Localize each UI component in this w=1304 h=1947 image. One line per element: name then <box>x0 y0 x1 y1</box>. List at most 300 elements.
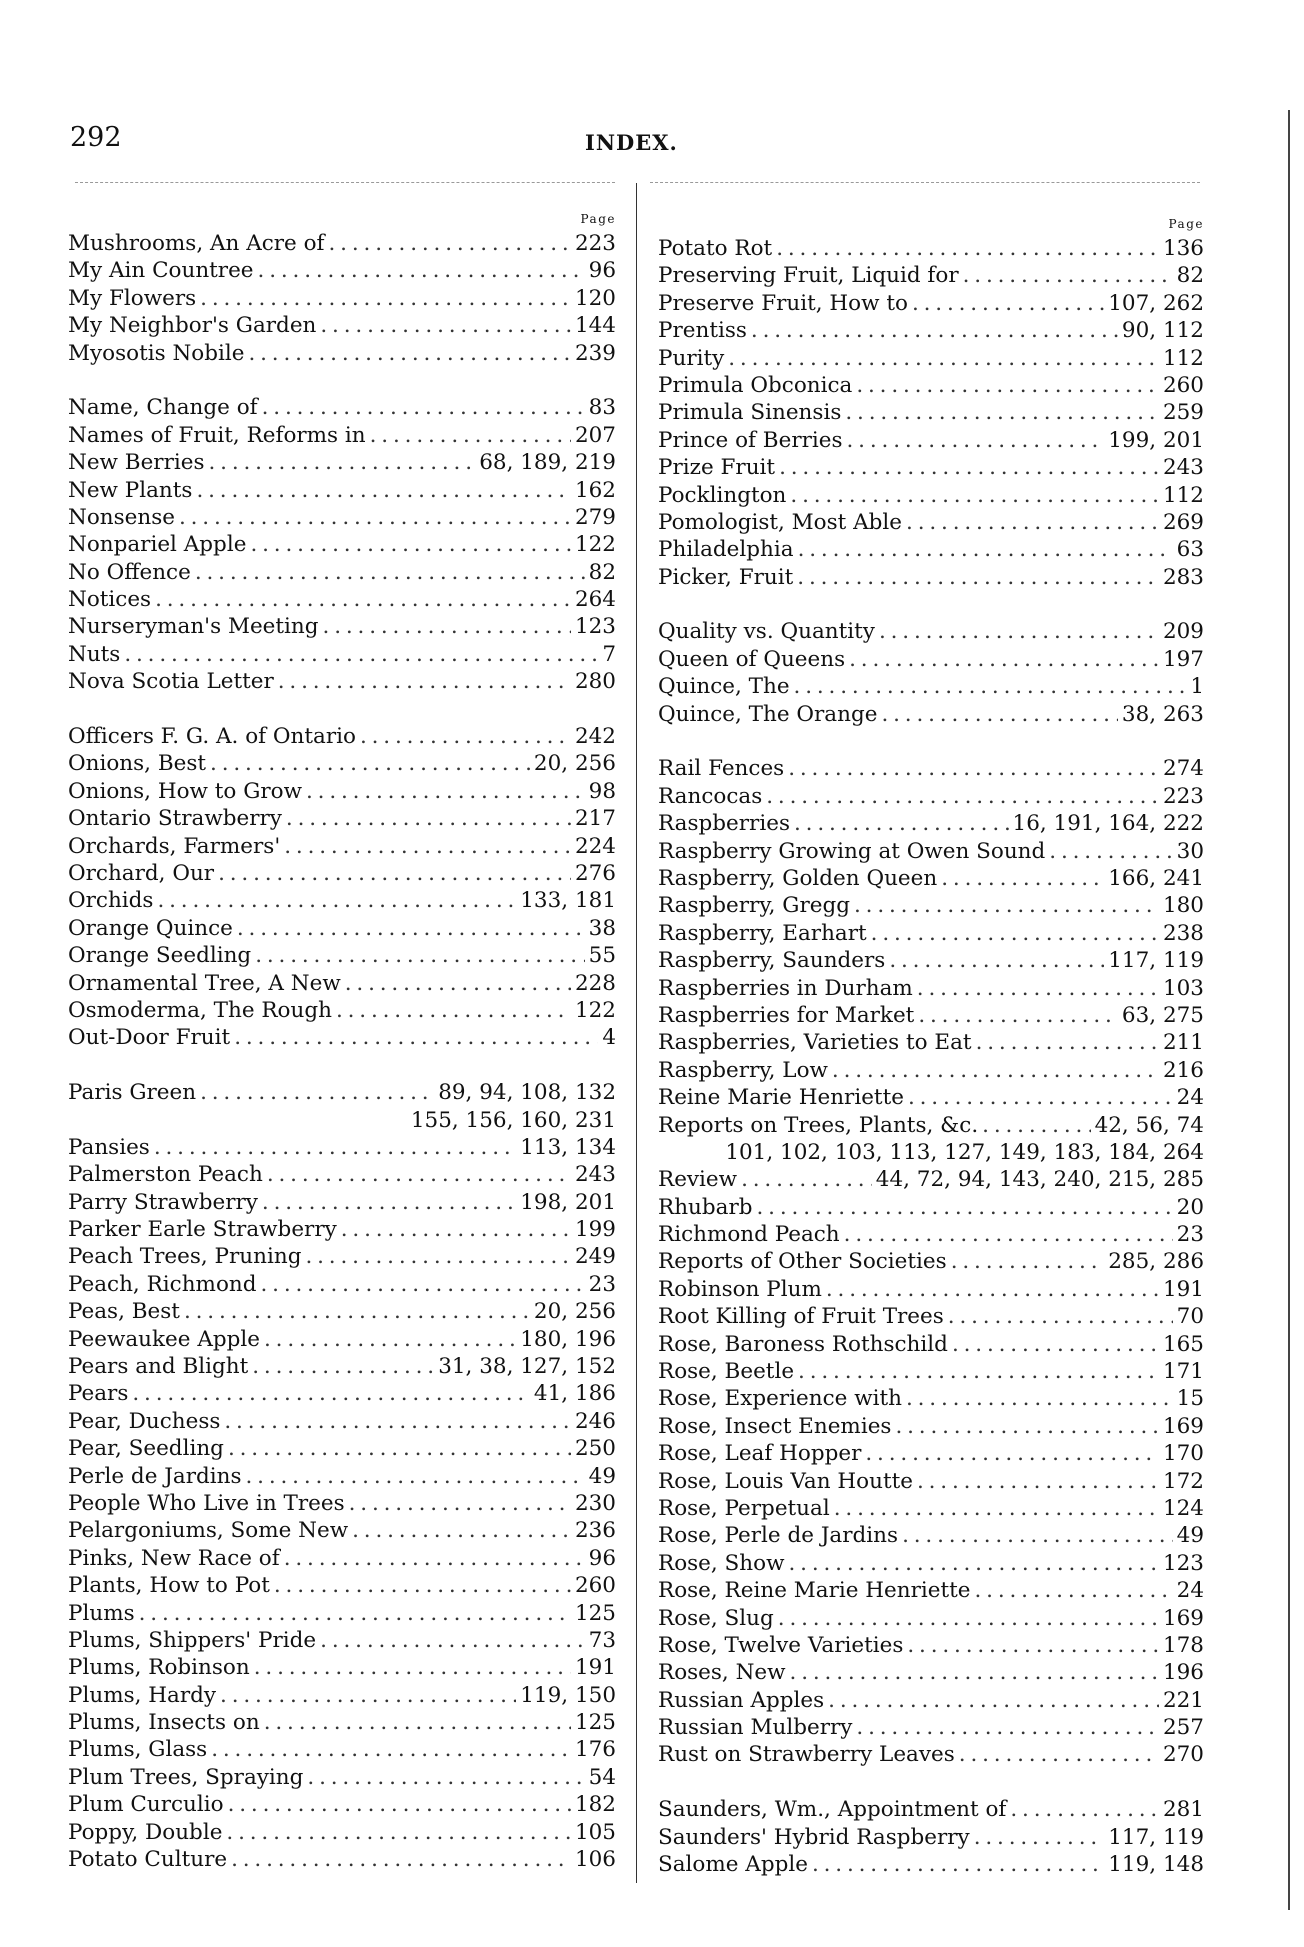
entry-pages: 70 <box>1176 1304 1204 1330</box>
index-entry <box>658 536 1204 563</box>
index-entry <box>68 1380 616 1407</box>
entry-pages: 243 <box>574 1162 616 1188</box>
index-entry <box>658 1714 1204 1741</box>
entry-pages: 264 <box>574 587 616 613</box>
leader-dots <box>228 1435 571 1462</box>
entry-pages: 122 <box>574 997 616 1023</box>
leader-dots <box>262 1189 516 1216</box>
leader-dots <box>261 1271 585 1298</box>
index-entry <box>658 646 1204 673</box>
entry-title: Plums <box>68 1600 135 1626</box>
entry-title: Review <box>658 1167 738 1193</box>
index-entry <box>68 1572 616 1599</box>
leader-dots <box>912 290 1104 317</box>
entry-title: New Plants <box>68 477 193 503</box>
entry-title: Parry Strawberry <box>68 1189 258 1215</box>
index-entry <box>68 942 616 969</box>
leader-dots <box>798 1358 1159 1385</box>
group-spacer <box>68 696 616 723</box>
column-divider <box>636 183 637 1883</box>
entry-pages: 31, 38, 127, 152 <box>438 1354 616 1380</box>
entry-title: My Flowers <box>68 285 197 311</box>
entry-pages: 136 <box>1162 236 1204 261</box>
entry-title: Raspberry, Saunders <box>658 948 886 974</box>
leader-dots <box>797 564 1159 591</box>
index-entry <box>658 345 1204 372</box>
page-column-header: Page <box>1168 217 1204 231</box>
index-entry <box>68 915 616 942</box>
leader-dots <box>834 1495 1159 1522</box>
index-entry <box>68 1189 616 1216</box>
index-entry <box>658 1002 1204 1029</box>
entry-pages: 63, 275 <box>1121 1002 1204 1028</box>
entry-title: Palmerston Peach <box>68 1162 263 1188</box>
index-entry <box>658 1413 1204 1440</box>
entry-title: My Ain Countree <box>68 258 254 284</box>
entry-pages: 276 <box>574 860 616 886</box>
entry-pages: 83 <box>588 395 616 421</box>
entry-title: Raspberries for Market <box>658 1002 915 1028</box>
entry-pages: 24 <box>1176 1578 1204 1604</box>
entry-pages: 112 <box>1162 345 1204 371</box>
leader-dots <box>741 1166 872 1193</box>
index-entry <box>658 810 1204 837</box>
entry-title: Quality vs. Quantity <box>658 619 875 645</box>
leader-dots <box>345 970 571 997</box>
entry-pages: 90, 112 <box>1121 318 1204 344</box>
entry-pages: 243 <box>1162 455 1204 481</box>
entry-pages: 96 <box>588 258 616 284</box>
page-column-header: Page <box>580 212 616 226</box>
leader-dots <box>284 833 571 860</box>
entry-pages: 280 <box>574 669 616 695</box>
leader-dots <box>906 509 1159 536</box>
entry-title: Primula Obconica <box>658 372 853 398</box>
leader-dots <box>1010 1796 1159 1823</box>
entry-title: Orange Quince <box>68 915 233 941</box>
entry-title: Rose, Twelve Varieties <box>658 1632 904 1658</box>
entry-title: Orchard, Our <box>68 860 215 886</box>
entry-pages: 117, 119 <box>1108 948 1204 974</box>
index-entry <box>658 1824 1204 1851</box>
entry-title: Rust on Strawberry Leaves <box>658 1742 955 1768</box>
leader-dots <box>209 449 476 476</box>
leader-dots <box>828 1687 1159 1714</box>
group-spacer <box>658 1769 1204 1796</box>
entry-title: Parker Earle Strawberry <box>68 1217 337 1243</box>
entry-pages: 23 <box>1176 1222 1204 1248</box>
entry-title: Plum Curculio <box>68 1792 224 1818</box>
index-entry <box>68 394 616 421</box>
entry-pages: 68, 189, 219 <box>479 450 616 476</box>
index-entry <box>658 290 1204 317</box>
entry-pages: 238 <box>1162 920 1204 946</box>
index-entry <box>658 1194 1204 1221</box>
entry-title: Out-Door Fruit <box>68 1025 231 1051</box>
leader-dots <box>790 1659 1159 1686</box>
entry-pages: 24 <box>1176 1085 1204 1111</box>
entry-title: Onions, Best <box>68 751 207 777</box>
entry-pages: 249 <box>574 1244 616 1270</box>
entry-title: Rose, Leaf Hopper <box>658 1441 862 1467</box>
leader-dots <box>224 1408 571 1435</box>
index-entry <box>658 1385 1204 1412</box>
entry-title: Pear, Duchess <box>68 1408 221 1434</box>
leader-dots <box>751 317 1118 344</box>
entry-pages: 178 <box>1162 1632 1204 1658</box>
entry-pages: 281 <box>1162 1797 1204 1823</box>
leader-dots <box>908 1084 1173 1111</box>
entry-pages: 196 <box>1162 1660 1204 1686</box>
leader-dots <box>155 586 571 613</box>
leader-dots <box>254 1654 571 1681</box>
entry-pages: 182 <box>574 1792 616 1818</box>
leader-dots <box>352 1517 571 1544</box>
entry-title: Reports on Trees, Plants, &c. <box>658 1112 979 1138</box>
entry-title: Pomologist, Most Able <box>658 509 903 535</box>
leader-dots <box>952 1331 1159 1358</box>
leader-dots <box>210 750 530 777</box>
top-rule-left <box>75 182 615 183</box>
index-entry <box>68 1134 616 1161</box>
leader-dots <box>157 887 516 914</box>
leader-dots <box>963 262 1173 289</box>
entry-pages: 23 <box>588 1271 616 1297</box>
entry-title: Orchids <box>68 888 154 914</box>
leader-dots <box>788 755 1159 782</box>
entry-title: Prize Fruit <box>658 455 776 481</box>
index-entry <box>658 1248 1204 1275</box>
leader-dots <box>320 312 571 339</box>
entry-pages: 191 <box>1162 1276 1204 1302</box>
entry-title: Saunders, Wm., Appointment of <box>658 1797 1007 1823</box>
entry-title: Nonsense <box>68 504 175 530</box>
entry-title: My Neighbor's Garden <box>68 313 317 339</box>
leader-dots <box>248 340 570 367</box>
leader-dots <box>252 1353 434 1380</box>
index-entry <box>68 257 616 284</box>
entry-pages: 209 <box>1162 619 1204 645</box>
leader-dots <box>826 1276 1159 1303</box>
entry-title: Pinks, New Race of <box>68 1545 280 1571</box>
index-entry <box>68 1353 616 1380</box>
index-entry <box>658 564 1204 591</box>
index-entry <box>68 723 616 750</box>
entry-title: Rose, Beetle <box>658 1359 795 1385</box>
entry-title: Names of Fruit, Reforms in <box>68 422 366 448</box>
entry-title: Raspberries in Durham <box>658 975 913 1001</box>
entry-pages: 30 <box>1176 838 1204 864</box>
leader-dots <box>856 372 1159 399</box>
leader-dots <box>132 1380 530 1407</box>
index-entry <box>658 1358 1204 1385</box>
entry-title: Primula Sinensis <box>658 400 842 426</box>
index-entry <box>68 1079 616 1106</box>
entry-pages: 211 <box>1162 1030 1204 1056</box>
leader-dots <box>284 1545 585 1572</box>
entry-title: Peas, Best <box>68 1299 180 1325</box>
entry-title: Quince, The Orange <box>658 701 878 727</box>
entry-title: Queen of Queens <box>658 646 846 672</box>
entry-title: Nova Scotia Letter <box>68 669 274 695</box>
entry-title: Raspberries <box>658 811 790 837</box>
entry-pages: 165 <box>1162 1331 1204 1357</box>
leader-dots <box>258 257 585 284</box>
entry-pages: 49 <box>588 1463 616 1489</box>
entry-pages: 274 <box>1162 756 1204 782</box>
entry-title: Rose, Louis Van Houtte <box>658 1468 913 1494</box>
entry-pages: 20, 256 <box>533 1299 616 1325</box>
leader-dots <box>278 668 571 695</box>
index-column-right <box>658 215 1204 1878</box>
leader-dots <box>179 504 571 531</box>
leader-dots <box>907 1632 1159 1659</box>
entry-pages: 119, 148 <box>1108 1852 1204 1878</box>
entry-pages: 98 <box>588 778 616 804</box>
leader-dots <box>854 892 1159 919</box>
entry-pages: 228 <box>574 970 616 996</box>
entry-title: Raspberry, Gregg <box>658 893 850 919</box>
leader-dots <box>844 1221 1173 1248</box>
entry-title: Purity <box>658 345 725 371</box>
index-entry <box>658 1276 1204 1303</box>
index-entry <box>68 1463 616 1490</box>
index-entry <box>658 783 1204 810</box>
entry-pages: 125 <box>574 1710 616 1736</box>
leader-dots <box>906 1385 1173 1412</box>
entry-pages: 199 <box>574 1217 616 1243</box>
entry-pages: 162 <box>574 477 616 503</box>
page-edge-line <box>1288 110 1290 1910</box>
leader-dots <box>320 1627 584 1654</box>
entry-pages: 82 <box>1176 263 1204 289</box>
leader-dots <box>226 1819 571 1846</box>
entry-pages: 73 <box>588 1627 616 1653</box>
index-entry <box>658 1440 1204 1467</box>
entry-pages: 221 <box>1162 1687 1204 1713</box>
entry-pages: 285, 286 <box>1108 1249 1204 1275</box>
entry-pages: 144 <box>574 313 616 339</box>
index-entry <box>68 668 616 695</box>
entry-title: Rhubarb <box>658 1194 753 1220</box>
index-entry <box>68 1271 616 1298</box>
leader-dots <box>336 997 571 1024</box>
leader-dots <box>812 1851 1104 1878</box>
leader-dots <box>231 1846 571 1873</box>
index-entry <box>68 1161 616 1188</box>
entry-pages: 1 <box>1190 674 1204 700</box>
index-entry <box>68 1682 616 1709</box>
entry-title: Saunders' Hybrid Raspberry <box>658 1824 970 1850</box>
entry-title: Reine Marie Henriette <box>658 1085 904 1111</box>
entry-pages: 103 <box>1162 975 1204 1001</box>
entry-title: Peach Trees, Pruning <box>68 1244 302 1270</box>
entry-pages: 242 <box>574 724 616 750</box>
entry-pages: 269 <box>1162 509 1204 535</box>
entry-title: Plums, Hardy <box>68 1682 217 1708</box>
index-entry <box>68 613 616 640</box>
entry-pages: 112 <box>1162 482 1204 508</box>
leader-dots <box>982 1112 1090 1139</box>
entry-pages: 41, 186 <box>533 1381 616 1407</box>
index-entry <box>68 340 616 367</box>
index-entry <box>658 920 1204 947</box>
entry-pages: 124 <box>1162 1495 1204 1521</box>
entry-pages: 217 <box>574 806 616 832</box>
entry-title: Prince of Berries <box>658 427 843 453</box>
leader-dots <box>948 1303 1173 1330</box>
leader-dots <box>1049 838 1172 865</box>
entry-pages: 123 <box>1162 1550 1204 1576</box>
entry-title: Pocklington <box>658 482 787 508</box>
leader-dots <box>341 1216 571 1243</box>
leader-dots <box>790 482 1159 509</box>
index-entry <box>658 947 1204 974</box>
index-entry <box>658 1084 1204 1111</box>
index-entry <box>658 1659 1204 1686</box>
leader-dots <box>895 1413 1158 1440</box>
entry-pages: 106 <box>574 1847 616 1873</box>
leader-dots <box>264 1326 516 1353</box>
index-entry <box>68 1490 616 1517</box>
leader-dots <box>154 1134 516 1161</box>
entry-pages: 223 <box>574 231 616 256</box>
index-entry <box>658 372 1204 399</box>
leader-dots <box>305 1243 570 1270</box>
entry-title: Nonpariel Apple <box>68 532 247 558</box>
entry-title: Peewaukee Apple <box>68 1326 260 1352</box>
index-entry <box>68 1654 616 1681</box>
entry-title: Russian Mulberry <box>658 1715 853 1741</box>
leader-dots <box>974 1824 1105 1851</box>
entry-pages: 171 <box>1162 1359 1204 1385</box>
entry-pages: 7 <box>602 641 616 667</box>
entry-pages: 166, 241 <box>1108 865 1204 891</box>
entry-pages: 223 <box>1162 783 1204 809</box>
entry-title: Rose, Experience with <box>658 1386 902 1412</box>
entry-title: Philadelphia <box>658 537 794 563</box>
leader-dots <box>307 1764 584 1791</box>
entry-title: Roses, New <box>658 1660 786 1686</box>
leader-dots <box>246 1463 585 1490</box>
index-entry <box>658 618 1204 645</box>
entry-title: Pear, Seedling <box>68 1436 224 1462</box>
index-entry <box>68 586 616 613</box>
entry-title: Plants, How to Pot <box>68 1573 270 1599</box>
leader-dots <box>794 673 1187 700</box>
index-entry <box>658 865 1204 892</box>
leader-dots <box>124 641 598 668</box>
entry-pages: 123 <box>574 614 616 640</box>
entry-title: Rose, Baroness Rothschild <box>658 1331 948 1357</box>
leader-dots <box>778 1605 1159 1632</box>
entry-pages: 82 <box>588 559 616 585</box>
entry-title: Myosotis Nobile <box>68 340 245 366</box>
entries-right <box>658 235 1204 1878</box>
index-entry <box>68 641 616 668</box>
index-entry <box>658 482 1204 509</box>
leader-dots <box>329 230 571 257</box>
leader-dots <box>286 805 571 832</box>
index-entry <box>68 285 616 312</box>
index-entry <box>68 477 616 504</box>
entry-title: Ontario Strawberry <box>68 806 282 832</box>
leader-dots <box>976 1029 1159 1056</box>
entry-pages: 113, 134 <box>520 1134 616 1160</box>
index-entry <box>68 1736 616 1763</box>
index-entry <box>658 427 1204 454</box>
entry-pages: 54 <box>588 1764 616 1790</box>
entry-pages: 63 <box>1176 537 1204 563</box>
index-entry <box>68 1627 616 1654</box>
entries-left <box>68 230 616 1873</box>
entry-pages: 207 <box>574 422 616 448</box>
index-entry <box>68 860 616 887</box>
entry-pages: 230 <box>574 1490 616 1516</box>
entry-title: Ornamental Tree, A New <box>68 970 341 996</box>
index-entry <box>658 1577 1204 1604</box>
entry-title: Robinson Plum <box>658 1276 822 1302</box>
entry-pages: 16, 191, 164, 222 <box>1012 811 1204 837</box>
leader-dots <box>766 783 1159 810</box>
index-entry <box>68 1545 616 1572</box>
entry-title: Pansies <box>68 1134 150 1160</box>
leader-dots <box>847 427 1105 454</box>
entry-pages: 260 <box>1162 372 1204 398</box>
leader-dots <box>845 399 1159 426</box>
entry-pages: 170 <box>1162 1441 1204 1467</box>
entry-pages: 236 <box>574 1518 616 1544</box>
index-entry <box>68 449 616 476</box>
index-entry <box>658 1632 1204 1659</box>
entry-pages: 250 <box>574 1436 616 1462</box>
entry-title: Rose, Slug <box>658 1605 774 1631</box>
leader-dots <box>250 531 571 558</box>
leader-dots <box>941 865 1104 892</box>
index-entry <box>658 509 1204 536</box>
leader-dots <box>951 1248 1105 1275</box>
index-entry <box>68 833 616 860</box>
leader-dots <box>881 701 1117 728</box>
entry-title: New Berries <box>68 450 205 476</box>
entry-pages: 15 <box>1176 1386 1204 1412</box>
leader-dots <box>196 477 570 504</box>
index-entry <box>68 1517 616 1544</box>
page-number: 292 <box>70 122 122 153</box>
index-entry <box>68 531 616 558</box>
leader-dots <box>879 618 1159 645</box>
entry-title: Preserve Fruit, How to <box>658 290 908 316</box>
index-entry <box>658 1495 1204 1522</box>
leader-dots <box>200 1079 434 1106</box>
index-entry <box>68 750 616 777</box>
index-entry <box>658 1331 1204 1358</box>
group-spacer <box>68 1052 616 1079</box>
entry-pages: 44, 72, 94, 143, 240, 215, 285 <box>875 1167 1204 1193</box>
leader-dots <box>849 646 1159 673</box>
leader-dots <box>959 1741 1159 1768</box>
leader-dots <box>228 1791 571 1818</box>
index-entry <box>658 701 1204 728</box>
leader-dots <box>794 810 1009 837</box>
entry-pages: 216 <box>1162 1057 1204 1083</box>
index-entry <box>658 1550 1204 1577</box>
index-entry <box>658 975 1204 1002</box>
entry-title: Peach, Richmond <box>68 1271 257 1297</box>
index-entry <box>658 1221 1204 1248</box>
entry-title: Plums, Shippers' Pride <box>68 1627 317 1653</box>
entry-pages: 224 <box>574 833 616 859</box>
